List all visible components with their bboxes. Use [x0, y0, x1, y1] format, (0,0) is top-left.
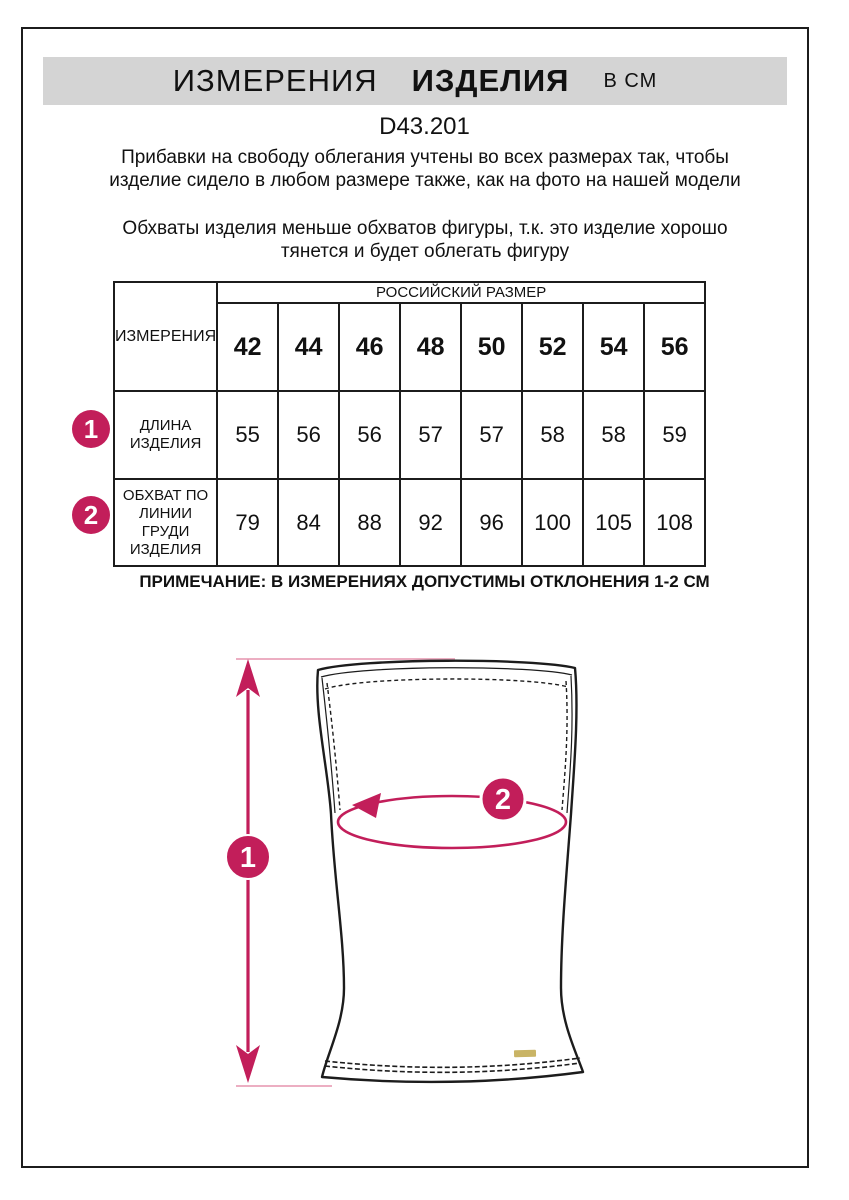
- tolerance-note: ПРИМЕЧАНИЕ: В ИЗМЕРЕНИЯХ ДОПУСТИМЫ ОТКЛОНЕНИЯ 1-2 СМ: [139, 572, 710, 591]
- table-cell: 105: [583, 479, 644, 566]
- table-row-chest: [114, 479, 705, 566]
- table-cell: 84: [278, 479, 339, 566]
- row-marker-1-badge: 1: [72, 410, 110, 448]
- russian-size-header: РОССИЙСКИЙ РАЗМЕР: [217, 282, 705, 303]
- intro-paragraph-stretch: Обхваты изделия меньше обхватов фигуры, т.к. это изделие хорошо тянется и будет облегать фигуру: [122, 218, 728, 262]
- table-cell: 58: [522, 391, 583, 479]
- table-cell: 55: [217, 391, 278, 479]
- size-header: 46: [339, 303, 400, 391]
- table-cell: 92: [400, 479, 461, 566]
- title-unit: В СМ: [603, 69, 658, 92]
- table-cell: 59: [644, 391, 705, 479]
- title-measure: ИЗМЕРЕНИЯ: [172, 63, 378, 98]
- measurements-table: [113, 281, 706, 567]
- garment-outline: [317, 661, 583, 1082]
- diagram-marker-1-label: 1: [239, 842, 257, 874]
- table-cell: 56: [278, 391, 339, 479]
- row-marker-2-badge: 2: [72, 496, 110, 534]
- size-header: 52: [522, 303, 583, 391]
- size-header: 48: [400, 303, 461, 391]
- size-header: 56: [644, 303, 705, 391]
- table-cell: 79: [217, 479, 278, 566]
- diagram-marker-1: [226, 835, 270, 879]
- title-bar: [43, 57, 787, 105]
- table-cell: 96: [461, 479, 522, 566]
- size-header: 54: [583, 303, 644, 391]
- table-cell: 57: [400, 391, 461, 479]
- table-group-header-row: [114, 282, 705, 303]
- product-code: D43.201: [379, 113, 470, 140]
- table-cell: 56: [339, 391, 400, 479]
- diagram-marker-2: [481, 777, 525, 821]
- intro-paragraph-fit: Прибавки на свободу облегания учтены во всех размерах так, чтобы изделие сидело в любом размере также, как на фото на нашей модели: [109, 147, 741, 191]
- hem-brand-label: [514, 1050, 536, 1058]
- row-label-chest: ОБХВАТ ПО ЛИНИИ ГРУДИ ИЗДЕЛИЯ: [114, 479, 217, 566]
- row-label-length: ДЛИНА ИЗДЕЛИЯ: [114, 391, 217, 479]
- table-cell: 88: [339, 479, 400, 566]
- size-header: 42: [217, 303, 278, 391]
- title-product: ИЗДЕЛИЯ: [411, 63, 570, 98]
- table-cell: 58: [583, 391, 644, 479]
- table-row-length: [114, 391, 705, 479]
- measurements-column-header: ИЗМЕРЕНИЯ: [114, 282, 217, 391]
- table-cell: 100: [522, 479, 583, 566]
- diagram-marker-2-label: 2: [494, 784, 512, 816]
- table-cell: 57: [461, 391, 522, 479]
- size-header: 44: [278, 303, 339, 391]
- garment-diagram: [200, 645, 660, 1100]
- table-cell: 108: [644, 479, 705, 566]
- size-header: 50: [461, 303, 522, 391]
